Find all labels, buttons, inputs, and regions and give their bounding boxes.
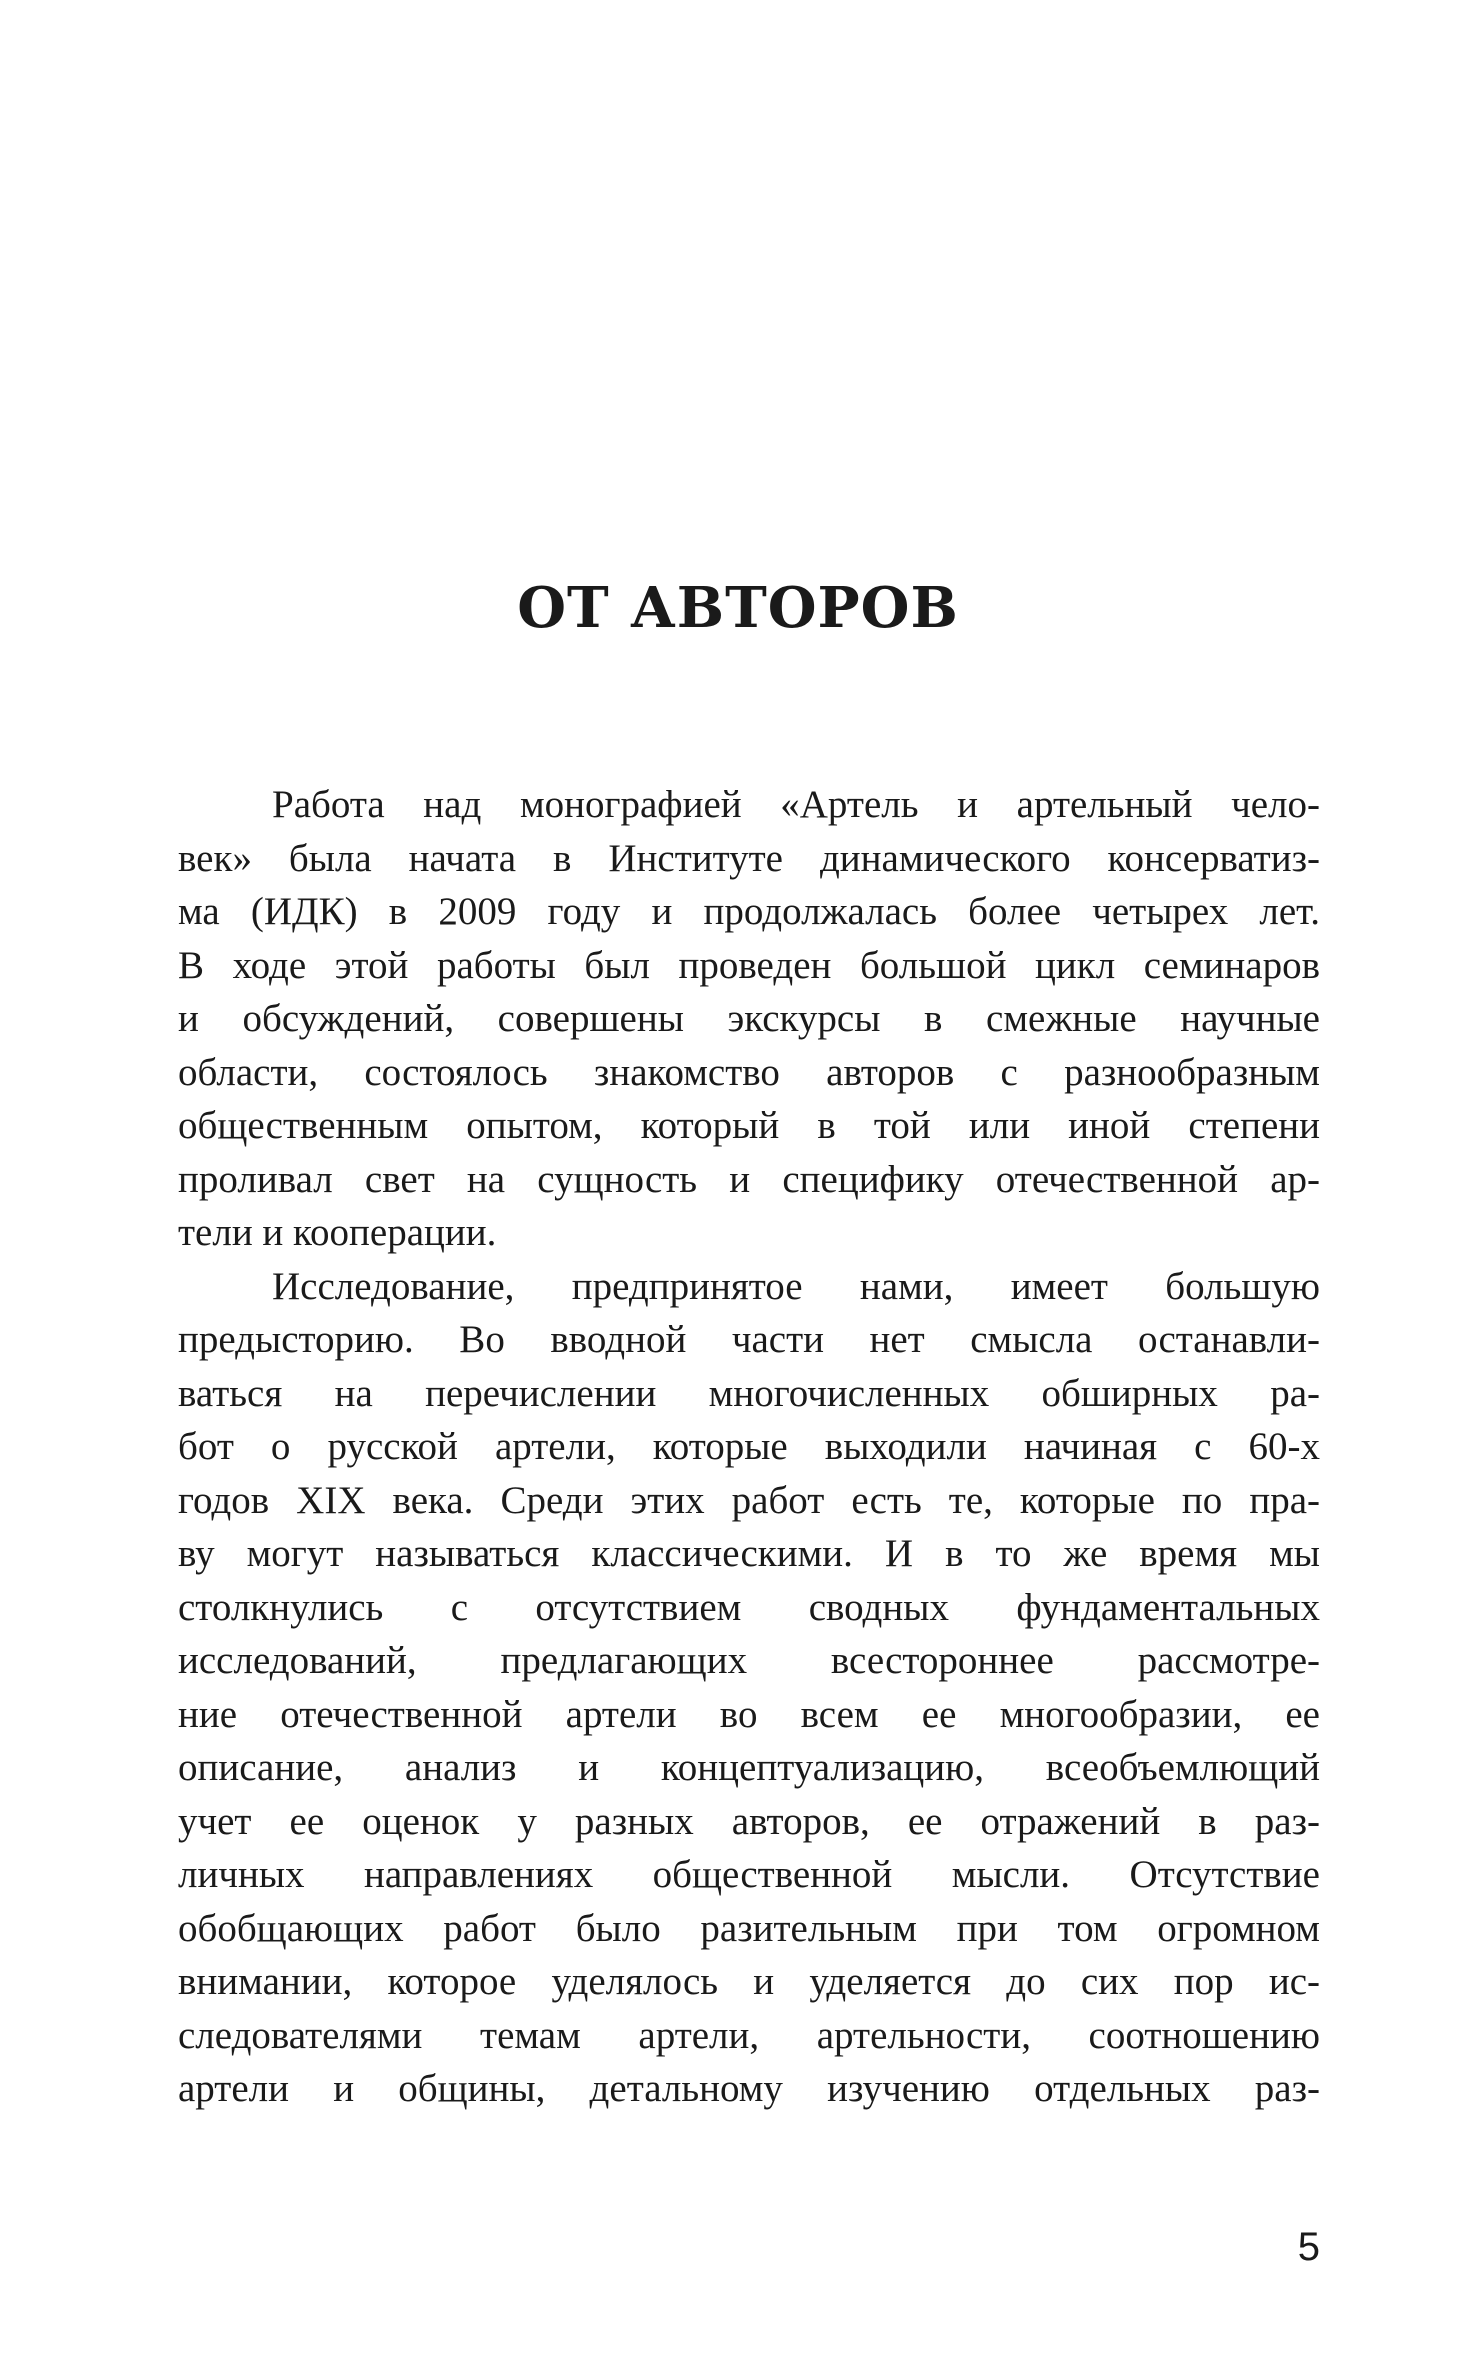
- text-line: артели и общины, детальному изучению отдельных раз-: [178, 2067, 1320, 2110]
- paragraph-1: [178, 778, 1320, 1260]
- text-line: годов XIX века. Среди этих работ есть те, которые по пра-: [178, 1478, 1320, 1522]
- text-line: области, состоялось знакомство авторов с разнообразным: [178, 1050, 1320, 1094]
- text-line: ние отечественной артели во всем ее многообразии, ее: [178, 1692, 1320, 1736]
- text-line: столкнулись с отсутствием сводных фундаментальных: [178, 1585, 1320, 1629]
- text-line: тели и кооперации.: [178, 1211, 497, 1254]
- text-line: личных направлениях общественной мысли. Отсутствие: [178, 1853, 1320, 1896]
- text-line: следователями темам артели, артельности, соотношению: [178, 2013, 1320, 2057]
- text-line: описание, анализ и концептуализацию, всеобъемлющий: [178, 1746, 1320, 1789]
- text-line: Исследование, предпринятое нами, имеет большую: [272, 1264, 1320, 1308]
- text-line: проливал свет на сущность и специфику отечественной ар-: [178, 1157, 1320, 1201]
- text-line: В ходе этой работы был проведен большой цикл семинаров: [178, 943, 1320, 987]
- text-line: ма (ИДК) в 2009 году и продолжалась более четырех лет.: [178, 890, 1320, 933]
- text-line: ваться на перечислении многочисленных обширных ра-: [178, 1371, 1320, 1415]
- paragraph-2: [178, 1260, 1320, 2116]
- text-line: учет ее оценок у разных авторов, ее отражений в раз-: [178, 1799, 1320, 1843]
- text-line: и обсуждений, совершены экскурсы в смежные научные: [178, 997, 1320, 1040]
- text-line: ву могут называться классическими. И в то же время мы: [178, 1532, 1320, 1575]
- body-text: [178, 778, 1320, 2116]
- text-line: бот о русской артели, которые выходили начиная с 60-х: [178, 1425, 1320, 1468]
- text-line: обобщающих работ было разительным при том огромном: [178, 1906, 1320, 1950]
- page-number: 5: [1297, 2225, 1320, 2269]
- text-line: предысторию. Во вводной части нет смысла останавли-: [178, 1318, 1320, 1361]
- text-line: общественным опытом, который в той или иной степени: [178, 1104, 1320, 1147]
- text-line: век» была начата в Институте динамического консерватиз-: [178, 836, 1320, 880]
- text-line: внимании, которое уделялось и уделяется до сих пор ис-: [178, 1960, 1320, 2003]
- text-line: Работа над монографией «Артель и артельный чело-: [272, 783, 1320, 826]
- text-line: исследований, предлагающих всестороннее рассмотре-: [178, 1639, 1320, 1682]
- chapter-heading: ОТ АВТОРОВ: [517, 575, 959, 641]
